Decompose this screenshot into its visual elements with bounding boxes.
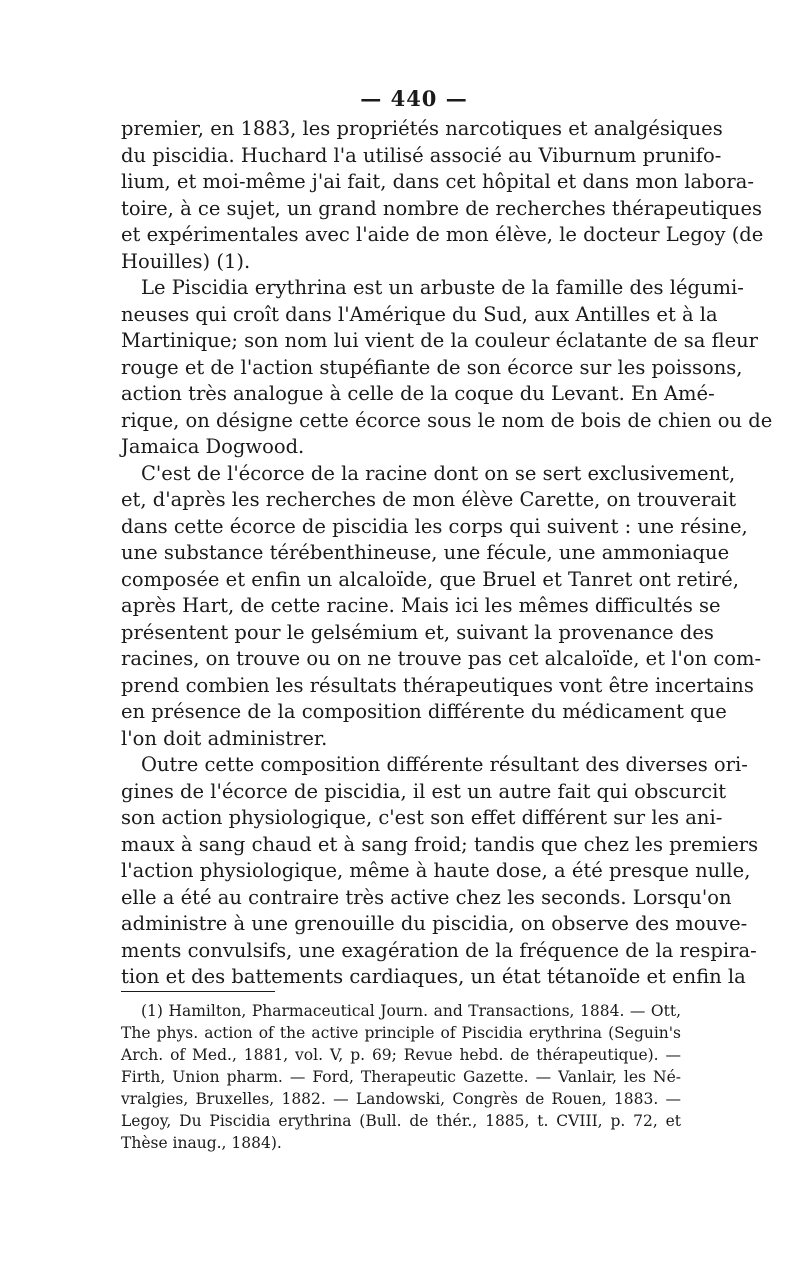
footnote-line: Legoy, Du Piscidia erythrina (Bull. de thér., 1885, t. CVIII, p. 72, et [121, 1112, 681, 1130]
text-line: l'on doit administrer. [121, 726, 328, 750]
text-line: composée et enfin un alcaloïde, que Bruel et Tanret ont retiré, [121, 567, 739, 591]
text-line: action très analogue à celle de la coque du Levant. En Amé- [121, 382, 715, 405]
text-line: C'est de l'écorce de la racine dont on se sert exclusivement, [141, 461, 736, 485]
text-line: prend combien les résultats thérapeutiques vont être incertains [121, 673, 754, 697]
text-line: l'action physiologique, même à haute dose, a été presque nulle, [121, 859, 751, 882]
text-line: administre à une grenouille du piscidia, on observe des mouve- [121, 912, 748, 935]
text-line: lium, et moi-même j'ai fait, dans cet hôpital et dans mon labora- [121, 170, 754, 193]
text-line: toire, à ce sujet, un grand nombre de recherches thérapeutiques [121, 196, 763, 220]
main-text [121, 116, 773, 991]
footnote-line: Arch. of Med., 1881, vol. V, p. 69; Revue hebd. de thérapeutique). — [121, 1046, 681, 1064]
footnote-line: Firth, Union pharm. — Ford, Therapeutic Gazette. — Vanlair, les Né- [121, 1068, 681, 1086]
text-line: et, d'après les recherches de mon élève Carette, on trouverait [121, 488, 737, 511]
text-line: et expérimentales avec l'aide de mon élève, le docteur Legoy (de [121, 223, 764, 246]
footnote-line: (1) Hamilton, Pharmaceutical Journ. and Transactions, 1884. — Ott, [141, 1002, 681, 1020]
text-line: racines, on trouve ou on ne trouve pas cet alcaloïde, et l'on com- [121, 647, 762, 670]
text-line: neuses qui croît dans l'Amérique du Sud, aux Antilles et à la [121, 302, 718, 326]
page-number: — 440 — [360, 86, 468, 111]
text-line: en présence de la composition différente du médicament que [121, 700, 727, 723]
text-line: premier, en 1883, les propriétés narcotiques et analgésiques [121, 117, 723, 140]
text-line: maux à sang chaud et à sang froid; tandis que chez les premiers [121, 832, 759, 856]
text-line: elle a été au contraire très active chez les seconds. Lorsqu'on [121, 885, 732, 909]
footnote-line: The phys. action of the active principle of Piscidia erythrina (Seguin's [121, 1024, 681, 1042]
footnote-divider [121, 991, 275, 992]
text-line: ments convulsifs, une exagération de la fréquence de la respira- [121, 938, 757, 962]
text-line: Jamaica Dogwood. [121, 435, 305, 458]
text-line: Houilles) (1). [121, 249, 251, 273]
text-line: du piscidia. Huchard l'a utilisé associé au Viburnum prunifo- [121, 143, 722, 167]
text-line: tion et des battements cardiaques, un état tétanoïde et enfin la [121, 965, 746, 988]
footnotes [121, 1000, 681, 1154]
text-line: après Hart, de cette racine. Mais ici les mêmes difficultés se [121, 594, 721, 617]
text-line: gines de l'écorce de piscidia, il est un autre fait qui obscurcit [121, 779, 727, 803]
text-line: dans cette écorce de piscidia les corps qui suivent : une résine, [121, 514, 748, 538]
footnote-line: vralgies, Bruxelles, 1882. — Landowski, Congrès de Rouen, 1883. — [121, 1090, 681, 1108]
text-line: rique, on désigne cette écorce sous le nom de bois de chien ou de [121, 408, 773, 432]
text-line: Martinique; son nom lui vient de la couleur éclatante de sa fleur [121, 329, 758, 352]
text-line: présentent pour le gelsémium et, suivant la provenance des [121, 620, 714, 644]
text-line: son action physiologique, c'est son effet différent sur les ani- [121, 806, 723, 829]
footnote-line: Thèse inaug., 1884). [121, 1134, 282, 1152]
text-line: Outre cette composition différente résultant des diverses ori- [141, 753, 748, 776]
text-line: rouge et de l'action stupéfiante de son écorce sur les poissons, [121, 355, 743, 379]
text-line: une substance térébenthineuse, une fécule, une ammoniaque [121, 541, 730, 564]
text-line: Le Piscidia erythrina est un arbuste de la famille des légumi- [141, 276, 744, 299]
